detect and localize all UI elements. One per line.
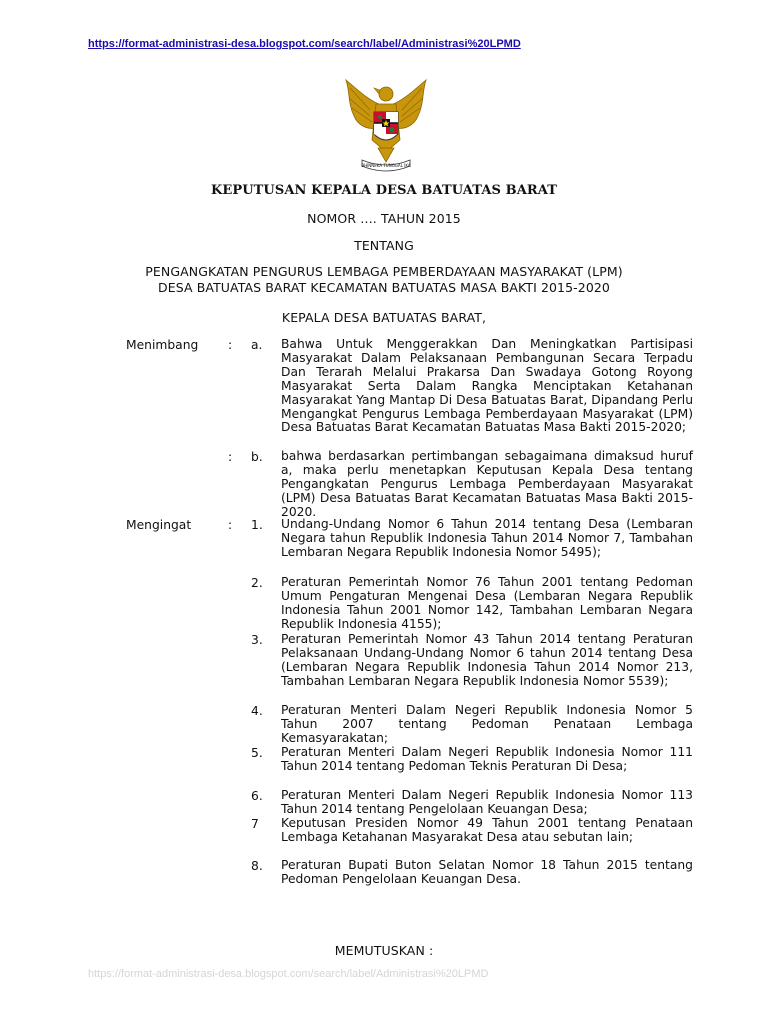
mengingat-item-3: Peraturan Pemerintah Nomor 43 Tahun 2014 tentang Peraturan Pelaksanaan Undang-Undang Nomor 6 tahun 2014 tentang Desa (Lembaran Negara Republik Indonesia Tahun 2014 Nomor 213, Tambahan Lembaran Negara Republik Indonesia Nomor 5539); <box>281 632 693 688</box>
mengingat-item-5: Peraturan Menteri Dalam Negeri Republik Indonesia Nomor 111 Tahun 2014 tentang Pedoman Teknis Peraturan Di Desa; <box>281 745 693 773</box>
mengingat-item-4: Peraturan Menteri Dalam Negeri Republik Indonesia Nomor 5 Tahun 2007 tentang Pedoman Penataan Lembaga Kemasyarakatan; <box>281 703 693 745</box>
menimbang-item-a: Bahwa Untuk Menggerakkan Dan Meningkatkan Partisipasi Masyarakat Dalam Pelaksanaan Pembangunan Secara Terpadu Dan Terarah Melalui Prakarsa Dan Swadaya Gotong Royong Masyarakat Serta Dalam Rangka Menciptakan Ketahanan Masyarakat Yang Mantap Di Desa Batuatas Barat, Dipandang Perlu Mengangkat Pengurus Lembaga Pemberdayaan Masyarakat (LPM) Desa Batuatas Barat Kecamatan Batuatas Masa Bakti 2015-2020; <box>281 337 693 435</box>
mengingat-marker-8: 8. <box>251 859 263 873</box>
menimbang-marker-b: b. <box>251 450 263 464</box>
mengingat-marker-6: 6. <box>251 789 263 803</box>
mengingat-marker-3: 3. <box>251 633 263 647</box>
mengingat-item-1: Undang-Undang Nomor 6 Tahun 2014 tentang Desa (Lembaran Negara tahun Republik Indonesia Tahun 2014 Nomor 7, Tambahan Lembaran Negara Republik Indonesia Nomor 5495); <box>281 517 693 559</box>
village-head-heading: KEPALA DESA BATUATAS BARAT, <box>281 310 487 325</box>
mengingat-marker-7: 7 <box>251 817 259 831</box>
menimbang-colon-b: : <box>228 450 233 464</box>
mengingat-marker-4: 4. <box>251 704 263 718</box>
mengingat-item-8: Peraturan Bupati Buton Selatan Nomor 18 Tahun 2015 tentang Pedoman Pengelolaan Keuangan Desa. <box>281 858 693 886</box>
tentang-heading: TENTANG <box>354 238 414 253</box>
menimbang-label: Menimbang <box>126 338 199 352</box>
mengingat-marker-2: 2. <box>251 576 263 590</box>
menimbang-item-b: bahwa berdasarkan pertimbangan sebagaimana dimaksud huruf a, maka perlu menetapkan Keputusan Kepala Desa tentang Pengangkatan Pengurus Lembaga Pemberdayaan Masyarakat (LPM) Desa Batuatas Barat Kecamatan Batuatas Masa Bakti 2015-2020. <box>281 449 693 519</box>
header-link[interactable]: https://format-administrasi-desa.blogspot.com/search/label/Administrasi%20LPMD <box>88 38 521 50</box>
mengingat-label: Mengingat <box>126 518 192 532</box>
subject-line-1: PENGANGKATAN PENGURUS LEMBAGA PEMBERDAYAAN MASYARAKAT (LPM) <box>145 264 623 279</box>
mengingat-item-7: Keputusan Presiden Nomor 49 Tahun 2001 tentang Penataan Lembaga Ketahanan Masyarakat Desa atau sebutan lain; <box>281 816 693 844</box>
subject-line-2: DESA BATUATAS BARAT KECAMATAN BATUATAS MASA BAKTI 2015-2020 <box>158 280 610 295</box>
menimbang-marker-a: a. <box>251 338 263 352</box>
menimbang-colon-a: : <box>228 338 233 352</box>
document-number: NOMOR …. TAHUN 2015 <box>307 211 461 226</box>
garuda-emblem-icon <box>340 76 432 176</box>
document-subject <box>0 264 768 296</box>
document-title: KEPUTUSAN KEPALA DESA BATUATAS BARAT <box>210 183 558 198</box>
footer-watermark-link[interactable]: https://format-administrasi-desa.blogspot.com/search/label/Administrasi%20LPMD <box>88 968 489 980</box>
mengingat-marker-1: 1. <box>251 518 263 532</box>
memutuskan-heading: MEMUTUSKAN : <box>334 943 434 958</box>
mengingat-item-2: Peraturan Pemerintah Nomor 76 Tahun 2001 tentang Pedoman Umum Pengaturan Mengenai Desa (Lembaran Negara Republik Indonesia Tahun 2001 Nomor 142, Tambahan Lembaran Negara Republik Indonesia 4155); <box>281 575 693 631</box>
mengingat-colon: : <box>228 518 233 532</box>
mengingat-item-6: Peraturan Menteri Dalam Negeri Republik Indonesia Nomor 113 Tahun 2014 tentang Pengelolaan Keuangan Desa; <box>281 788 693 816</box>
emblem-motto: BHINNEKA TUNGGAL IKA <box>361 163 411 168</box>
mengingat-marker-5: 5. <box>251 746 263 760</box>
